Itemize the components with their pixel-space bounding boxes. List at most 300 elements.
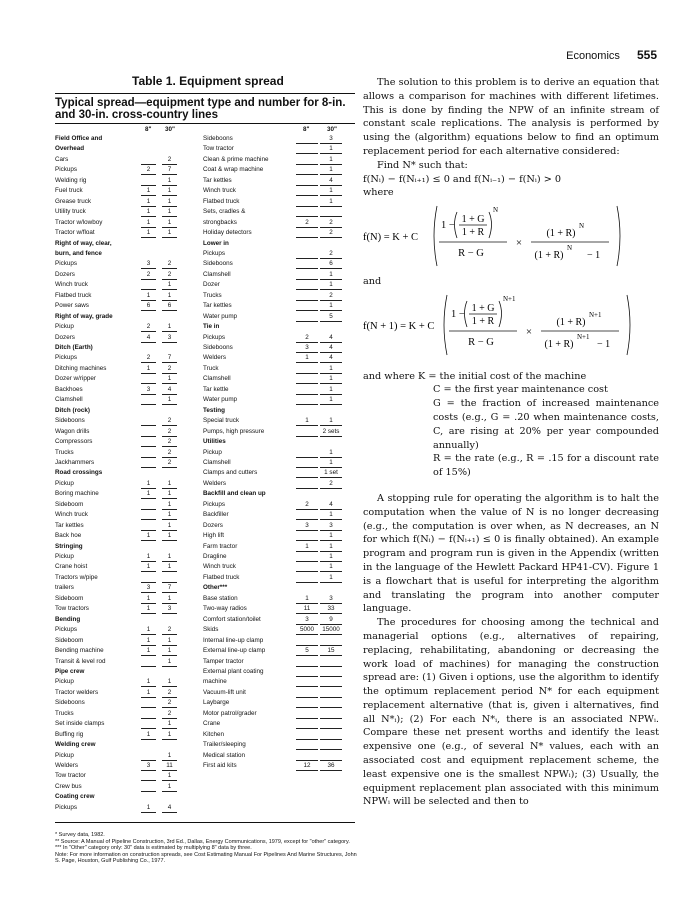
entry-underline	[320, 540, 342, 541]
entry-underline	[320, 289, 342, 290]
table-row	[55, 386, 185, 394]
table-row	[55, 574, 185, 582]
table-row	[203, 292, 359, 300]
entry-underline	[320, 383, 342, 384]
table-group-heading: Lower in	[203, 239, 229, 247]
rate-numerator: (1 + R)	[556, 316, 586, 328]
count-8in: 3	[305, 344, 309, 351]
entry-underline	[296, 237, 318, 238]
table-row	[203, 752, 359, 760]
entry-underline	[162, 300, 177, 301]
big-paren-right	[617, 206, 620, 266]
entry-underline	[296, 634, 318, 635]
equipment-name: Fuel truck	[55, 187, 83, 195]
count-30in: 2	[167, 709, 172, 717]
entry-underline	[296, 718, 318, 719]
count-8in: 1	[305, 417, 309, 425]
table-row	[55, 752, 185, 760]
entry-underline	[162, 666, 177, 667]
entry-underline	[162, 362, 177, 363]
count-8in: 1	[146, 730, 151, 738]
equipment-name: Utility truck	[55, 208, 86, 216]
equipment-name: Tar kettles	[55, 521, 84, 529]
table-group-heading: Welding crew	[55, 741, 96, 749]
count-30in: 1	[167, 553, 172, 560]
entry-underline	[141, 780, 156, 781]
entry-underline	[162, 383, 177, 384]
equipment-name: First aid kits	[203, 762, 237, 769]
equipment-name: Water pump	[203, 396, 238, 404]
equipment-name: Water pump	[203, 312, 238, 320]
count-30in: 1	[329, 375, 333, 383]
table-row	[55, 699, 185, 707]
equipment-name: Sideboons	[203, 135, 233, 142]
table-group-heading: Right of way, grade	[55, 312, 113, 320]
count-30in: 1	[167, 396, 172, 404]
entry-underline	[296, 603, 318, 604]
count-30in: 1	[167, 229, 172, 237]
equipment-name: Boring machine	[55, 490, 99, 498]
equipment-name: Sideboons	[203, 344, 233, 351]
table-row	[55, 365, 185, 373]
entry-underline	[162, 739, 177, 740]
table-row	[203, 459, 359, 467]
entry-underline	[320, 551, 342, 552]
table-group-heading: Right of way, clear,	[55, 239, 112, 247]
equipment-name: Trucks	[55, 448, 74, 456]
count-30in: 1	[167, 532, 172, 540]
equipment-name: Internal line-up clamp	[203, 636, 264, 644]
entry-underline	[141, 216, 156, 217]
count-30in: 1	[329, 563, 333, 571]
entry-underline	[320, 571, 342, 572]
col-30in-header: 30"	[165, 126, 175, 133]
count-30in: 1	[329, 448, 333, 456]
count-8in: 1	[146, 197, 151, 205]
small-paren-right	[499, 301, 502, 327]
entry-underline	[162, 331, 177, 332]
def-k: and where K = the initial cost of the machine	[363, 370, 587, 382]
entry-underline	[296, 488, 318, 489]
table-row	[55, 762, 185, 770]
entry-underline	[320, 227, 342, 228]
entry-underline	[162, 718, 177, 719]
count-30in: 1	[167, 782, 172, 790]
entry-underline	[162, 279, 177, 280]
count-30in: 36	[327, 762, 335, 769]
count-30in: 1	[167, 197, 172, 205]
main-denominator: R − G	[458, 248, 484, 260]
count-30in: 1	[329, 396, 333, 404]
table-row	[203, 281, 359, 289]
rate-numerator-exponent: N	[579, 222, 585, 231]
entry-underline	[162, 770, 177, 771]
table-group-heading: Overhead	[55, 145, 85, 153]
entry-underline	[320, 697, 342, 698]
equipment-name: Tractors w/pipe	[55, 573, 98, 581]
equipment-name: Sets, cradles &	[203, 208, 246, 216]
entry-underline	[296, 362, 318, 363]
entry-underline	[162, 728, 177, 729]
table-row	[55, 647, 185, 655]
table-row	[55, 658, 185, 666]
table-row	[203, 501, 359, 509]
table-row	[203, 396, 359, 404]
table-row	[55, 449, 185, 457]
count-30in: 9	[329, 615, 333, 623]
entry-underline	[141, 791, 156, 792]
entry-underline	[141, 342, 156, 343]
equipment-name: Crew bus	[55, 782, 82, 790]
count-30in: 1	[167, 594, 172, 602]
entry-underline	[141, 436, 156, 437]
table-row	[203, 219, 359, 227]
entry-underline	[162, 509, 177, 510]
entry-underline	[296, 164, 318, 165]
entry-underline	[141, 227, 156, 228]
def-c: C = the first year maintenance cost	[433, 384, 608, 396]
table-row	[55, 344, 185, 352]
table-row	[203, 553, 359, 561]
equipment-name: Pickups	[203, 500, 226, 508]
entry-underline	[162, 174, 177, 175]
table-footnotes	[55, 832, 360, 865]
entry-underline	[320, 206, 342, 207]
equipment-name: Motor patrol/grader	[203, 709, 257, 717]
entry-underline	[162, 582, 177, 583]
def-r: R = the rate (e.g., R = .15 for a discount rate of 15%)	[433, 453, 659, 479]
entry-underline	[141, 613, 156, 614]
table-row	[55, 260, 185, 268]
entry-underline	[162, 812, 177, 813]
table-row	[203, 522, 359, 530]
equipment-name: External line-up clamp	[203, 647, 266, 655]
equipment-name: Pickup	[55, 479, 74, 487]
count-8in: 1	[146, 688, 151, 696]
equipment-name: Welders	[55, 762, 78, 769]
table-row	[203, 480, 359, 488]
equation-one-minus: 1 −	[441, 220, 455, 232]
entry-underline	[162, 760, 177, 761]
rate-denominator-exponent: N+1	[577, 332, 590, 341]
entry-underline	[296, 195, 318, 196]
equipment-name: Coat & wrap machine	[203, 166, 264, 174]
entry-underline	[320, 645, 342, 646]
table-row	[203, 240, 359, 248]
table-row	[55, 198, 185, 206]
table-row	[55, 522, 185, 530]
equipment-name: Clean & prime machine	[203, 155, 269, 163]
table-row	[55, 595, 185, 603]
equipment-name: Skids	[203, 626, 219, 634]
col-30in-header-right: 30"	[327, 126, 337, 133]
entry-underline	[320, 582, 342, 583]
entry-underline	[162, 457, 177, 458]
footnote: * Survey data, 1982.	[55, 832, 105, 838]
entry-underline	[296, 300, 318, 301]
entry-underline	[296, 697, 318, 698]
count-30in: 1	[167, 730, 172, 738]
equipment-name: Pickups	[55, 626, 78, 634]
entry-underline	[141, 185, 156, 186]
count-30in: 2	[167, 427, 172, 435]
table-row	[55, 616, 185, 624]
entry-underline	[162, 603, 177, 604]
count-8in: 2	[146, 354, 151, 362]
big-paren-right	[627, 295, 630, 355]
entry-underline	[320, 436, 342, 437]
count-30in: 2	[329, 249, 333, 257]
count-30in: 3	[167, 605, 172, 613]
count-30in: 7	[167, 166, 172, 174]
table-row	[203, 375, 359, 383]
equipment-name: Pickups	[55, 260, 78, 268]
page-number: 555	[636, 48, 657, 62]
entry-underline	[296, 728, 318, 729]
entry-underline	[296, 153, 318, 154]
count-30in: 2	[329, 479, 333, 487]
count-30in: 1	[167, 521, 172, 529]
equipment-name: Backfiller	[203, 511, 229, 519]
entry-underline	[141, 728, 156, 729]
equipment-name: Ditching machines	[55, 364, 107, 372]
equipment-name: Flatbed truck	[203, 197, 240, 205]
entry-underline	[162, 268, 177, 269]
count-8in: 3	[305, 521, 309, 529]
count-8in: 1	[146, 532, 151, 540]
equipment-name: Clamshell	[55, 396, 83, 404]
entry-underline	[141, 164, 156, 165]
entry-underline	[141, 634, 156, 635]
entry-underline	[162, 519, 177, 520]
table-top-rule	[55, 93, 355, 94]
count-8in: 1	[146, 636, 151, 644]
count-30in: 1	[329, 302, 333, 310]
equipment-name: Pickup	[55, 553, 74, 560]
equipment-name: Sideboons	[203, 260, 233, 268]
entry-underline	[320, 373, 342, 374]
entry-underline	[320, 728, 342, 729]
entry-underline	[162, 561, 177, 562]
equipment-name: Sideboons	[55, 417, 85, 425]
growth-denominator: 1 + R	[471, 315, 495, 327]
equipment-name: Dozers	[55, 270, 75, 278]
table-row	[55, 354, 185, 362]
equipment-name: Pickups	[55, 166, 78, 174]
entry-underline	[296, 582, 318, 583]
equipment-name: Winch truck	[55, 281, 88, 289]
count-30in: 1	[329, 364, 333, 372]
equipment-name: Tar kettle	[203, 385, 229, 393]
count-30in: 15000	[322, 626, 340, 634]
entry-underline	[141, 404, 156, 405]
entry-underline	[296, 551, 318, 552]
article-text	[363, 76, 659, 809]
entry-underline	[141, 279, 156, 280]
entry-underline	[320, 739, 342, 740]
rate-numerator-exponent: N+1	[589, 310, 602, 319]
table-group-heading: Utilities	[203, 438, 226, 446]
entry-underline	[162, 634, 177, 635]
count-30in: 2	[167, 260, 172, 268]
equipment-name: Tamper tractor	[203, 657, 244, 665]
count-8in: 2	[305, 333, 309, 341]
count-30in: 6	[329, 260, 333, 268]
table-row	[203, 449, 359, 457]
table-group-heading: Ditch (Earth)	[55, 344, 93, 351]
entry-underline	[296, 739, 318, 740]
entry-underline	[320, 676, 342, 677]
table-row	[203, 658, 359, 666]
variable-definitions	[363, 370, 659, 480]
entry-underline	[141, 603, 156, 604]
count-30in: 1	[167, 281, 172, 289]
equipment-name: Comfort station/toilet	[203, 615, 261, 623]
count-8in: 1	[146, 187, 151, 195]
rate-denominator-exponent: N	[567, 244, 573, 253]
entry-underline	[296, 666, 318, 667]
count-30in: 1	[167, 751, 172, 759]
table-row	[55, 323, 185, 331]
equipment-name: Tow tractor	[203, 145, 234, 153]
table-row	[203, 699, 359, 707]
table-row	[203, 428, 359, 436]
entry-underline	[296, 655, 318, 656]
small-paren-left	[465, 301, 468, 327]
entry-underline	[296, 561, 318, 562]
entry-underline	[141, 394, 156, 395]
entry-underline	[320, 352, 342, 353]
paragraph-procedures: The procedures for choosing among the technical and managerial options (e.g., alternatives of repairing, replacing, rehabilitating, abandoning or decreasing the work load of machines) for managing the construction spread are: (1) Given i options, use the algorithm to identify the optimum replacement period N* for each equipment replacement alternative (that is, given i alternatives, find all N*ᵢ); (2) For each N*ᵢ, there is an associated NPWᵢ. Compare these net present worths and identify the least expensive one (e.g., of several N* values, each with an associated cost and equipment replacement scheme, the least expensive one is the smallest NPWᵢ); (3) Usually, the equipment replacement plan associated with this minimum NPWᵢ will be selected and then to	[363, 617, 659, 808]
equipment-name: Pickup	[55, 678, 74, 686]
table-row	[203, 595, 359, 603]
count-30in: 7	[167, 584, 172, 592]
entry-underline	[320, 216, 342, 217]
entry-underline	[162, 185, 177, 186]
paragraph-stopping-rule: A stopping rule for operating the algorithm is to halt the computation when the value of N is no longer decreasing (e.g., the computation is over when, as N decreases, an N for which f(Nᵢ) − f(Nᵢ₊₁) ≤ 0 is finally obtained). An example program and program run is given in the Appendix (written in the language of the Hewlett Packard HP41-CV). Figure 1 is a flowchart that is useful for interpreting the algorithm and translating the program into another computer language.	[363, 492, 659, 615]
entry-underline	[296, 749, 318, 750]
times-sign: ×	[525, 325, 533, 338]
equipment-name: Bending machine	[55, 647, 104, 655]
count-30in: 1	[167, 291, 172, 299]
table-row	[55, 135, 185, 143]
table-row	[55, 720, 185, 728]
entry-underline	[320, 467, 342, 468]
count-30in: 1	[167, 772, 172, 780]
count-30in: 4	[329, 333, 333, 341]
rate-numerator: (1 + R)	[546, 228, 576, 240]
entry-underline	[162, 206, 177, 207]
entry-underline	[320, 321, 342, 322]
table-row	[55, 428, 185, 436]
growth-numerator: 1 + G	[471, 302, 495, 314]
entry-underline	[162, 540, 177, 541]
equipment-name: Crane	[203, 720, 221, 728]
entry-underline	[296, 321, 318, 322]
count-8in: 1	[146, 626, 151, 634]
entry-underline	[296, 383, 318, 384]
entry-underline	[296, 530, 318, 531]
count-8in: 1	[305, 354, 309, 362]
entry-underline	[162, 342, 177, 343]
entry-underline	[296, 571, 318, 572]
equipment-name: Welders	[203, 479, 226, 487]
entry-underline	[162, 645, 177, 646]
table-row	[203, 334, 359, 342]
entry-underline	[296, 227, 318, 228]
entry-underline	[320, 164, 342, 165]
count-30in: 2	[167, 688, 172, 696]
entry-underline	[141, 467, 156, 468]
table-row	[203, 678, 359, 686]
equipment-name: Base station	[203, 594, 238, 602]
count-8in: 1	[146, 678, 151, 686]
entry-underline	[320, 770, 342, 771]
table-row	[55, 543, 185, 551]
table-row	[55, 511, 185, 519]
entry-underline	[320, 634, 342, 635]
count-8in: 4	[146, 333, 151, 341]
equipment-name: Winch truck	[55, 511, 88, 519]
entry-underline	[162, 164, 177, 165]
table-group-heading: Backfill and clean up	[203, 490, 266, 498]
table-row	[203, 668, 359, 676]
table-row	[55, 710, 185, 718]
entry-underline	[296, 310, 318, 311]
entry-underline	[296, 268, 318, 269]
count-30in: 1	[329, 166, 333, 174]
entry-underline	[141, 666, 156, 667]
count-8in: 6	[146, 302, 151, 310]
equipment-name: Transit & level rod	[55, 657, 106, 665]
entry-underline	[320, 686, 342, 687]
table-row	[203, 490, 359, 498]
entry-underline	[320, 143, 342, 144]
table-group-heading: Field Office and	[55, 135, 103, 142]
count-30in: 1	[167, 479, 172, 487]
entry-underline	[296, 143, 318, 144]
entry-underline	[162, 446, 177, 447]
table-row	[55, 292, 185, 300]
equipment-name: Winch truck	[203, 563, 236, 571]
count-30in: 5	[329, 312, 333, 320]
equipment-name: Dozers	[203, 521, 223, 529]
count-30in: 2	[167, 417, 172, 425]
entry-underline	[296, 206, 318, 207]
entry-underline	[320, 195, 342, 196]
table-row	[203, 187, 359, 195]
count-30in: 1	[167, 208, 172, 216]
table-row	[203, 574, 359, 582]
table-row	[203, 344, 359, 352]
equipment-name: Back hoe	[55, 532, 82, 540]
entry-underline	[141, 760, 156, 761]
table-row	[55, 741, 185, 749]
count-30in: 2	[167, 155, 172, 163]
equipment-name: Pickups	[55, 803, 78, 811]
equation-one-minus: 1 −	[451, 308, 465, 320]
entry-underline	[296, 436, 318, 437]
entry-underline	[141, 770, 156, 771]
entry-underline	[141, 561, 156, 562]
and-label: and	[363, 275, 382, 287]
table-row	[203, 365, 359, 373]
entry-underline	[141, 645, 156, 646]
entry-underline	[320, 300, 342, 301]
table-row	[55, 584, 185, 592]
equipment-name: Wagon drills	[55, 427, 90, 435]
equipment-name: Trucks	[203, 291, 222, 299]
